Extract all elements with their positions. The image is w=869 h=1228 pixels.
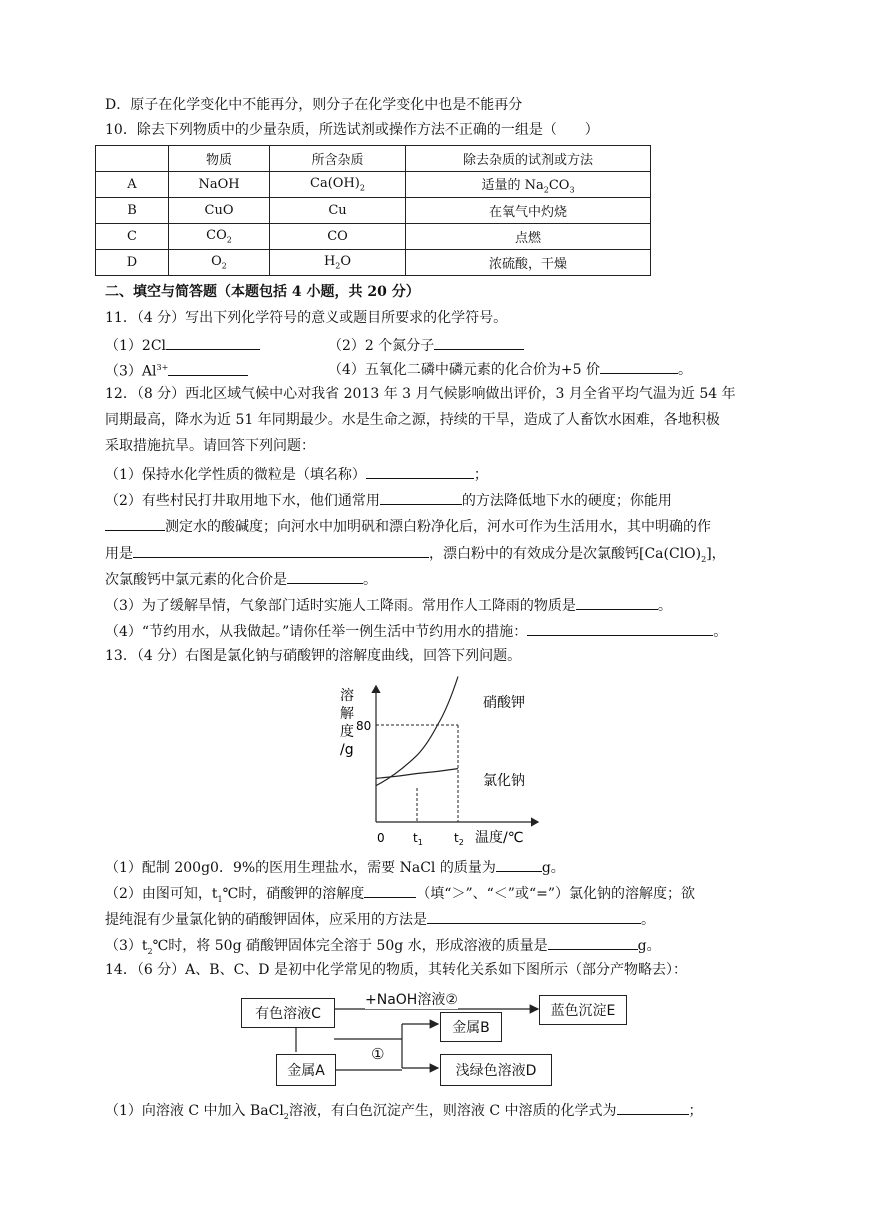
q14-sub1: （1）向溶液 C 中加入 BaCl$_2$溶液，有白色沉淀产生，则溶液 C 中溶质的化学式为 ； xyxy=(105,1100,703,1126)
method-cell: 点燃 xyxy=(406,224,651,250)
table-row xyxy=(96,198,651,224)
table-header-cell: 所含杂质 xyxy=(270,146,406,172)
box-solution-c: 有色溶液C xyxy=(241,998,335,1028)
series-label-nacl: 氯化钠 xyxy=(483,773,525,789)
method-cell: 浓硫酸，干燥 xyxy=(406,250,651,276)
series-line-kno3 xyxy=(376,677,458,786)
answer-blank[interactable] xyxy=(527,621,713,636)
impurity-cell: $H_2O$ xyxy=(270,250,406,276)
x-axis-label: 温度/℃ xyxy=(475,830,524,846)
section-2-title: 二、填空与简答题（本题包括 4 小题，共 20 分） xyxy=(105,284,420,300)
q11-part1: （1）2Cl xyxy=(105,335,260,355)
answer-blank[interactable] xyxy=(168,361,248,376)
table-row xyxy=(96,250,651,276)
row-label: B xyxy=(96,198,169,224)
question-10-stem: 10．除去下列物质中的少量杂质，所选试剂或操作方法不正确的一组是（ ） xyxy=(105,122,599,138)
y-label-char: 溶 xyxy=(340,688,354,704)
q12-sub2a: （2）有些村民打井取用地下水，他们通常用 的方法降低地下水的硬度；你能用 xyxy=(105,490,672,510)
answer-blank[interactable] xyxy=(366,464,474,479)
arrow-label-naoh: +NaOH溶液② xyxy=(365,992,458,1008)
q12-line1: 12．（8 分）西北区域气候中心对我省 2013 年 3 月气候影响做出评价，3 月全省平均气温为近 54 年 xyxy=(105,386,736,402)
q12-sub1: （1）保持水化学性质的微粒是（填名称） ； xyxy=(105,464,488,484)
y-label-char: /g xyxy=(340,742,354,758)
method-cell: 在氧气中灼烧 xyxy=(406,198,651,224)
series-label-kno3: 硝酸钾 xyxy=(483,695,525,711)
impurity-cell: CO xyxy=(270,224,406,250)
x-tick-label: $t_1$ xyxy=(413,831,423,847)
question-11-stem: 11．（4 分）写出下列化学符号的意义或题目所要求的化学符号。 xyxy=(105,310,508,326)
table-row xyxy=(96,224,651,250)
answer-blank[interactable] xyxy=(166,335,260,350)
box-solution-d: 浅绿色溶液D xyxy=(440,1054,552,1086)
box-precipitate-e: 蓝色沉淀E xyxy=(539,995,627,1025)
impurity-table xyxy=(95,145,651,276)
impurity-cell: Cu xyxy=(270,198,406,224)
x-tick-label: 0 xyxy=(377,831,385,845)
answer-blank[interactable] xyxy=(105,516,165,531)
reaction-marker-1: ① xyxy=(371,1045,385,1063)
table-row xyxy=(96,172,651,198)
question-14-stem: 14．（6 分）A、B、C、D 是初中化学常见的物质，其转化关系如下图所示（部分产物略去）： xyxy=(105,962,687,978)
row-label: D xyxy=(96,250,169,276)
q13-sub3: $(3)t_2℃$时，将 50g 硝酸钾固体完全溶于 50g 水，形成溶液的质量是 g。 xyxy=(105,935,661,961)
row-label: C xyxy=(96,224,169,250)
q12-sub2d: 次氯酸钙中氯元素的化合价是 。 xyxy=(105,569,377,589)
q12-line2: 同期最高，降水为近 51 年同期最少。水是生命之源，持续的干旱，造成了人畜饮水困难，各地积极 xyxy=(105,412,720,428)
impurity-cell: $Ca(OH)_2$ xyxy=(270,172,406,198)
answer-blank[interactable] xyxy=(427,909,641,924)
answer-blank[interactable] xyxy=(380,490,462,505)
y-label-char: 度 xyxy=(340,724,354,740)
substance-cell: NaOH xyxy=(169,172,270,198)
q11-part2: （2）2 个氮分子 xyxy=(328,335,524,355)
option-d-text: D．原子在化学变化中不能再分，则分子在化学变化中也是不能再分 xyxy=(105,97,523,113)
answer-blank[interactable] xyxy=(600,359,678,374)
q12-sub2b: 测定水的酸碱度；向河水中加明矾和漂白粉净化后，河水可作为生活用水，其中明确的作 xyxy=(105,516,711,536)
answer-blank[interactable] xyxy=(496,857,542,872)
q12-sub2c: 用是 ，漂白粉中的有效成分是次氯酸钙$[Ca(ClO)_2]$， xyxy=(105,543,726,569)
answer-blank[interactable] xyxy=(548,935,638,950)
q12-line3: 采取措施抗旱。请回答下列问题： xyxy=(105,438,315,454)
q13-sub1: （1）配制 200g0．9%的医用生理盐水，需要 NaCl 的质量为 g。 xyxy=(105,857,565,877)
table-header-cell xyxy=(96,146,169,172)
q12-sub4: （4）“节约用水，从我做起。”请你任举一例生活中节约用水的措施： 。 xyxy=(105,621,727,641)
answer-blank[interactable] xyxy=(576,595,658,610)
answer-blank[interactable] xyxy=(434,335,524,350)
answer-blank[interactable] xyxy=(364,883,416,898)
table-header-cell: 物质 xyxy=(169,146,270,172)
question-13-stem: 13．（4 分）右图是氯化钠与硝酸钾的溶解度曲线，回答下列问题。 xyxy=(105,648,522,664)
y-tick-label: 80 xyxy=(356,719,372,733)
answer-blank[interactable] xyxy=(133,543,429,558)
answer-blank[interactable] xyxy=(617,1100,689,1115)
q11-part4: （4）五氧化二磷中磷元素的化合价为+5 价 。 xyxy=(328,359,692,379)
method-cell: 适量的 $Na_2CO_3$ xyxy=(406,172,651,198)
q12-sub3: （3）为了缓解旱情，气象部门适时实施人工降雨。常用作人工降雨的物质是 。 xyxy=(105,595,672,615)
substance-cell: $CO_2$ xyxy=(169,224,270,250)
solubility-chart xyxy=(330,672,550,850)
box-metal-a: 金属A xyxy=(276,1054,336,1086)
substance-cell: CuO xyxy=(169,198,270,224)
y-label-char: 解 xyxy=(340,706,354,722)
answer-blank[interactable] xyxy=(287,569,363,584)
row-label: A xyxy=(96,172,169,198)
q13-sub2a: （2）由图可知，$t_1℃$时，硝酸钾的溶解度 （填“＞”、“＜”或“=”）氯化钠的溶解度；欲 xyxy=(105,883,695,909)
series-line-nacl xyxy=(376,769,458,779)
substance-cell: $O_2$ xyxy=(169,250,270,276)
x-tick-label: $t_2$ xyxy=(454,831,464,847)
q11-part3: $(3)Al^{3+}$ xyxy=(105,359,248,381)
box-metal-b: 金属B xyxy=(440,1012,502,1042)
q13-sub2b: 提纯混有少量氯化钠的硝酸钾固体，应采用的方法是 。 xyxy=(105,909,655,929)
table-header-cell: 除去杂质的试剂或方法 xyxy=(406,146,651,172)
table-header-row xyxy=(96,146,651,172)
